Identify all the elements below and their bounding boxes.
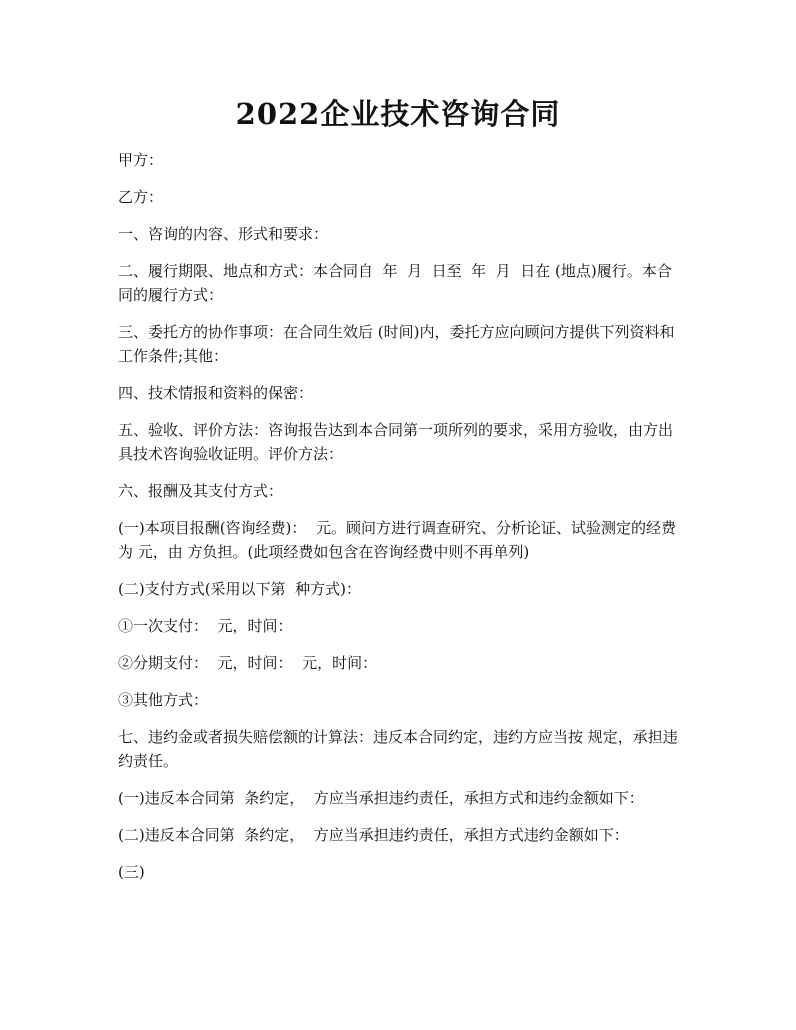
breach-clause-2: (二)违反本合同第 条约定， 方应当承担违约责任，承担方式违约金额如下：	[118, 826, 629, 844]
section-1-consulting-content: 一、咨询的内容、形式和要求：	[118, 225, 329, 243]
document-title: 2022企业技术咨询合同	[235, 97, 561, 131]
section-2-performance-term: 二、履行期限、地点和方式：本合同自 年 月 日至 年 月 日在 (地点)履行。本合同的履行方式：	[118, 262, 672, 304]
payment-option-1: ①一次支付： 元，时间：	[118, 617, 293, 635]
section-4-confidentiality: 四、技术情报和资料的保密：	[118, 384, 314, 402]
payment-option-2: ②分期支付： 元，时间： 元，时间：	[118, 654, 378, 672]
section-3-client-cooperation: 三、委托方的协作事项：在合同生效后 (时间)内，委托方应向顾问方提供下列资料和工作条件;其他：	[118, 323, 675, 365]
document-body	[118, 148, 686, 897]
payment-clause-2: (二)支付方式(采用以下第 种方式)：	[118, 580, 361, 598]
payment-option-3: ③其他方式：	[118, 691, 209, 709]
section-5-acceptance: 五、验收、评价方法：咨询报告达到本合同第一项所列的要求，采用方验收，由方出具技术咨询验收证明。评价方法：	[118, 421, 674, 463]
party-a-line: 甲方：	[118, 151, 164, 169]
breach-clause-3: (三)	[118, 863, 145, 881]
party-b-line: 乙方：	[118, 188, 164, 206]
breach-clause-1: (一)违反本合同第 条约定， 方应当承担违约责任，承担方式和违约金额如下：	[118, 789, 644, 807]
section-6-payment: 六、报酬及其支付方式：	[118, 482, 284, 500]
payment-clause-1: (一)本项目报酬(咨询经费)： 元。顾问方进行调查研究、分析论证、试验测定的经费为 元，由 方负担。(此项经费如包含在咨询经费中则不再单列)	[118, 519, 676, 561]
section-7-liquidated-damages: 七、违约金或者损失赔偿额的计算法：违反本合同约定，违约方应当按 规定，承担违约责任。	[118, 728, 678, 770]
